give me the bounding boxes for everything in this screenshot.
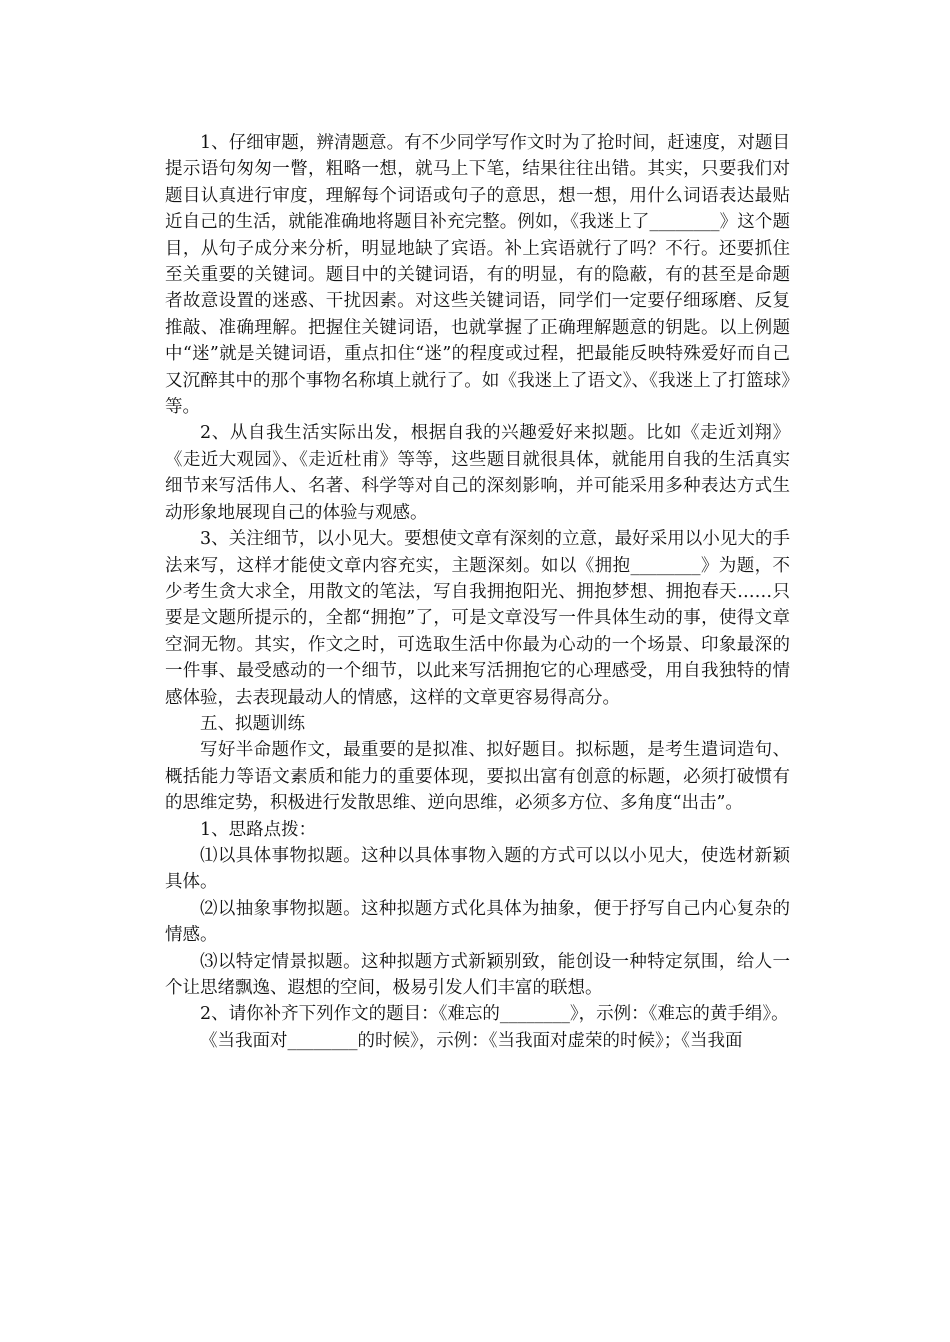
- paragraph-2-life-interest: 2、从自我生活实际出发，根据自我的兴趣爱好来拟题。比如《走近刘翔》《走近大观园》、《走近杜甫》等等，这些题目就很具体，就能用自我的生活真实细节来写活伟人、名著、科学等对自己的深刻影响，并可能采用多种表达方式生动形象地展现自己的体验与观感。: [165, 423, 790, 523]
- list-item-abstract-things: ⑵以抽象事物拟题。这种拟题方式化具体为抽象，便于抒写自己内心复杂的情感。: [165, 898, 790, 946]
- list-item-concrete-things: ⑴以具体事物拟题。这种以具体事物入题的方式可以以小见大，使选材新颖具体。: [165, 845, 790, 893]
- section-heading-title-training: 五、拟题训练: [200, 713, 305, 734]
- list-item-specific-scene: ⑶以特定情景拟题。这种拟题方式新颖别致，能创设一种特定氛围，给人一个让思绪飘逸、遐想的空间，极易引发人们丰富的联想。: [165, 951, 790, 998]
- paragraph-title-importance: 写好半命题作文，最重要的是拟准、拟好题目。拟标题，是考生遣词造句、概括能力等语文素质和能力的重要体现，要拟出富有创意的标题，必须打破惯有的思维定势，积极进行发散思维、逆向思维，必须多方位、多角度“出击”。: [165, 740, 790, 814]
- subheading-idea-tips: 1、思路点拨：: [200, 819, 317, 840]
- document-body: [165, 130, 790, 1054]
- exercise-fill-title: 2、请你补齐下列作文的题目：《难忘的________》，示例：《难忘的黄手绢》。: [200, 1004, 789, 1025]
- paragraph-3-details: 3、关注细节，以小见大。要想使文章有深刻的立意，最好采用以小见大的手法来写，这样才能使文章内容充实，主题深刻。如以《拥抱________》为题，不少考生贪大求全，用散文的笔法，写自我拥抱阳光、拥抱梦想、拥抱春天……只要是文题所提示的，全都“拥抱”了，可是文章没写一件具体生动的事，使得文章空洞无物。其实，作文之时，可选取生活中你最为心动的一个场景、印象最深的一件事、最受感动的一个细节，以此来写活拥抱它的心理感受，用自我独特的情感体验，去表现最动人的情感，这样的文章更容易得高分。: [165, 529, 790, 708]
- exercise-example-line: 《当我面对________的时候》，示例：《当我面对虚荣的时候》；《当我面: [200, 1030, 743, 1051]
- paragraph-1-careful-reading: 1、仔细审题，辨清题意。有不少同学写作文时为了抢时间，赶速度，对题目提示语句匆匆一瞥，粗略一想，就马上下笔，结果往往出错。其实，只要我们对题目认真进行审度，理解每个词语或句子的意思，想一想，用什么词语表达最贴近自己的生活，就能准确地将题目补充完整。例如，《我迷上了________》这个题目，从句子成分来分析，明显地缺了宾语。补上宾语就行了吗？不行。还要抓住至关重要的关键词。题目中的关键词语，有的明显，有的隐蔽，有的甚至是命题者故意设置的迷惑、干扰因素。对这些关键词语，同学们一定要仔细琢磨、反复推敲、准确理解。把握住关键词语，也就掌握了正确理解题意的钥匙。以上例题中“迷”就是关键词语，重点扣住“迷”的程度或过程，把最能反映特殊爱好而自己又沉醉其中的那个事物名称填上就行了。如《我迷上了语文》、《我迷上了打篮球》等。: [165, 133, 790, 418]
